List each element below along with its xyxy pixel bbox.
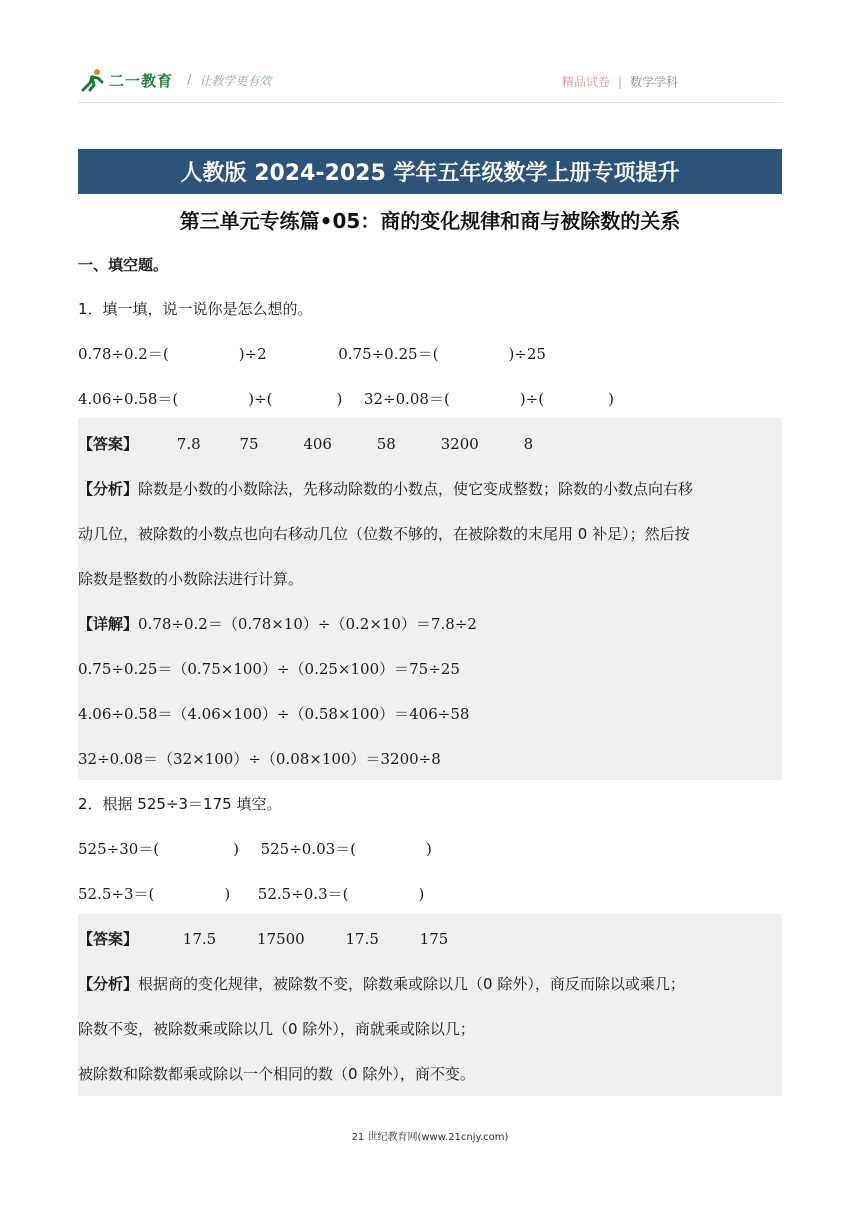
header-divider-line — [78, 102, 782, 103]
q2-row1-b-end: ) — [426, 840, 432, 858]
q1-row2-a-mid: )÷( — [248, 390, 273, 408]
q1-detail-tag: 【详解】 — [78, 615, 139, 633]
q1-row2-b-end: ) — [608, 390, 614, 408]
q1-answer-6: 8 — [523, 435, 534, 453]
document-subtitle: 第三单元专练篇•05：商的变化规律和商与被除数的关系 — [179, 209, 681, 233]
question-2-row-1 — [78, 838, 432, 859]
q1-analysis-line-1 — [78, 478, 693, 499]
question-1-row-2 — [78, 388, 614, 409]
q2-row1-a: 525÷30＝( — [78, 840, 160, 858]
q1-row1-b: 0.75÷0.25＝( — [338, 345, 439, 363]
q2-answer-3: 17.5 — [345, 930, 379, 948]
question-2-row-2 — [78, 883, 424, 904]
q2-analysis-line-1 — [78, 973, 685, 994]
logo-text: 二一教育 — [109, 71, 174, 90]
q1-analysis-tag: 【分析】 — [78, 480, 139, 498]
header-divider: | — [617, 74, 622, 89]
runner-logo-icon — [80, 68, 106, 92]
q1-answer-tag: 【答案】 — [78, 435, 139, 453]
q1-detail-line-2: 0.75÷0.25＝（0.75×100）÷（0.25×100）＝75÷25 — [78, 660, 460, 678]
site-logo[interactable] — [80, 66, 271, 94]
q1-answer-2: 75 — [239, 435, 259, 453]
question-1-solution-block — [78, 418, 782, 780]
q2-row1-a-end: ) — [233, 840, 239, 858]
q1-row1-a-end: )÷2 — [238, 345, 267, 363]
q2-analysis-line-2: 除数不变，被除数乘或除以几（0 除外），商就乘或除以几； — [78, 1020, 475, 1038]
q1-row2-b: 32÷0.08＝( — [363, 390, 450, 408]
q1-row2-a: 4.06÷0.58＝( — [78, 390, 179, 408]
q2-row2-a-end: ) — [224, 885, 231, 903]
header-category: 精品试卷 — [561, 75, 610, 89]
q1-answer-3: 406 — [303, 435, 332, 453]
question-2-title: 2．根据 525÷3＝175 填空。 — [78, 795, 282, 813]
header-subject: 数学学科 — [629, 75, 678, 89]
q2-row2-b: 52.5÷0.3＝( — [257, 885, 349, 903]
q1-answer-4: 58 — [376, 435, 396, 453]
q2-answer-line — [78, 928, 448, 949]
q1-analysis-line-2: 动几位，被除数的小数点也向右移动几位（位数不够的，在被除数的末尾用 0 补足）；然后按 — [78, 525, 690, 543]
q2-row1-b: 525÷0.03＝( — [260, 840, 357, 858]
q2-row2-b-end: ) — [418, 885, 425, 903]
q1-answer-1: 7.8 — [176, 435, 201, 453]
question-1-row-1 — [78, 343, 546, 364]
q1-row1-b-end: )÷25 — [508, 345, 546, 363]
page-footer[interactable]: 21 世纪教育网(www.21cnjy.com) — [351, 1132, 509, 1143]
q2-row2-a: 52.5÷3＝( — [78, 885, 155, 903]
document-title: 人教版 2024-2025 学年五年级数学上册专项提升 — [78, 149, 782, 194]
q1-analysis-text-1: 除数是小数的小数除法，先移动除数的小数点，使它变成整数；除数的小数点向右移 — [138, 480, 694, 498]
logo-separator: / — [187, 72, 192, 88]
q1-detail-text-1: 0.78÷0.2＝（0.78×10）÷（0.2×10）＝7.8÷2 — [138, 615, 477, 633]
q1-row2-a-end: ) — [336, 390, 343, 408]
header-right — [562, 73, 678, 90]
q1-analysis-line-3: 除数是整数的小数除法进行计算。 — [78, 570, 304, 588]
section-heading: 一、填空题。 — [78, 256, 169, 274]
q1-answer-5: 3200 — [440, 435, 479, 453]
logo-slogan: 让教学更有效 — [199, 73, 272, 88]
q1-answer-line — [78, 433, 533, 454]
q1-detail-line-3: 4.06÷0.58＝（4.06×100）÷（0.58×100）＝406÷58 — [78, 705, 470, 723]
q2-analysis-text-1: 根据商的变化规律，被除数不变，除数乘或除以几（0 除外），商反而除以或乘几； — [138, 975, 685, 993]
q2-answer-2: 17500 — [256, 930, 305, 948]
question-1-title: 1．填一填，说一说你是怎么想的。 — [78, 300, 313, 318]
q1-detail-line-1 — [78, 613, 477, 634]
q1-row2-b-mid: )÷( — [519, 390, 545, 408]
q2-analysis-tag: 【分析】 — [78, 975, 139, 993]
q2-answer-1: 17.5 — [182, 930, 217, 948]
q2-analysis-line-3: 被除数和除数都乘或除以一个相同的数（0 除外），商不变。 — [78, 1065, 475, 1083]
q2-answer-tag: 【答案】 — [78, 930, 139, 948]
q1-row1-a: 0.78÷0.2＝( — [78, 345, 169, 363]
q1-detail-line-4: 32÷0.08＝（32×100）÷（0.08×100）＝3200÷8 — [78, 750, 441, 768]
q2-answer-4: 175 — [419, 930, 449, 948]
